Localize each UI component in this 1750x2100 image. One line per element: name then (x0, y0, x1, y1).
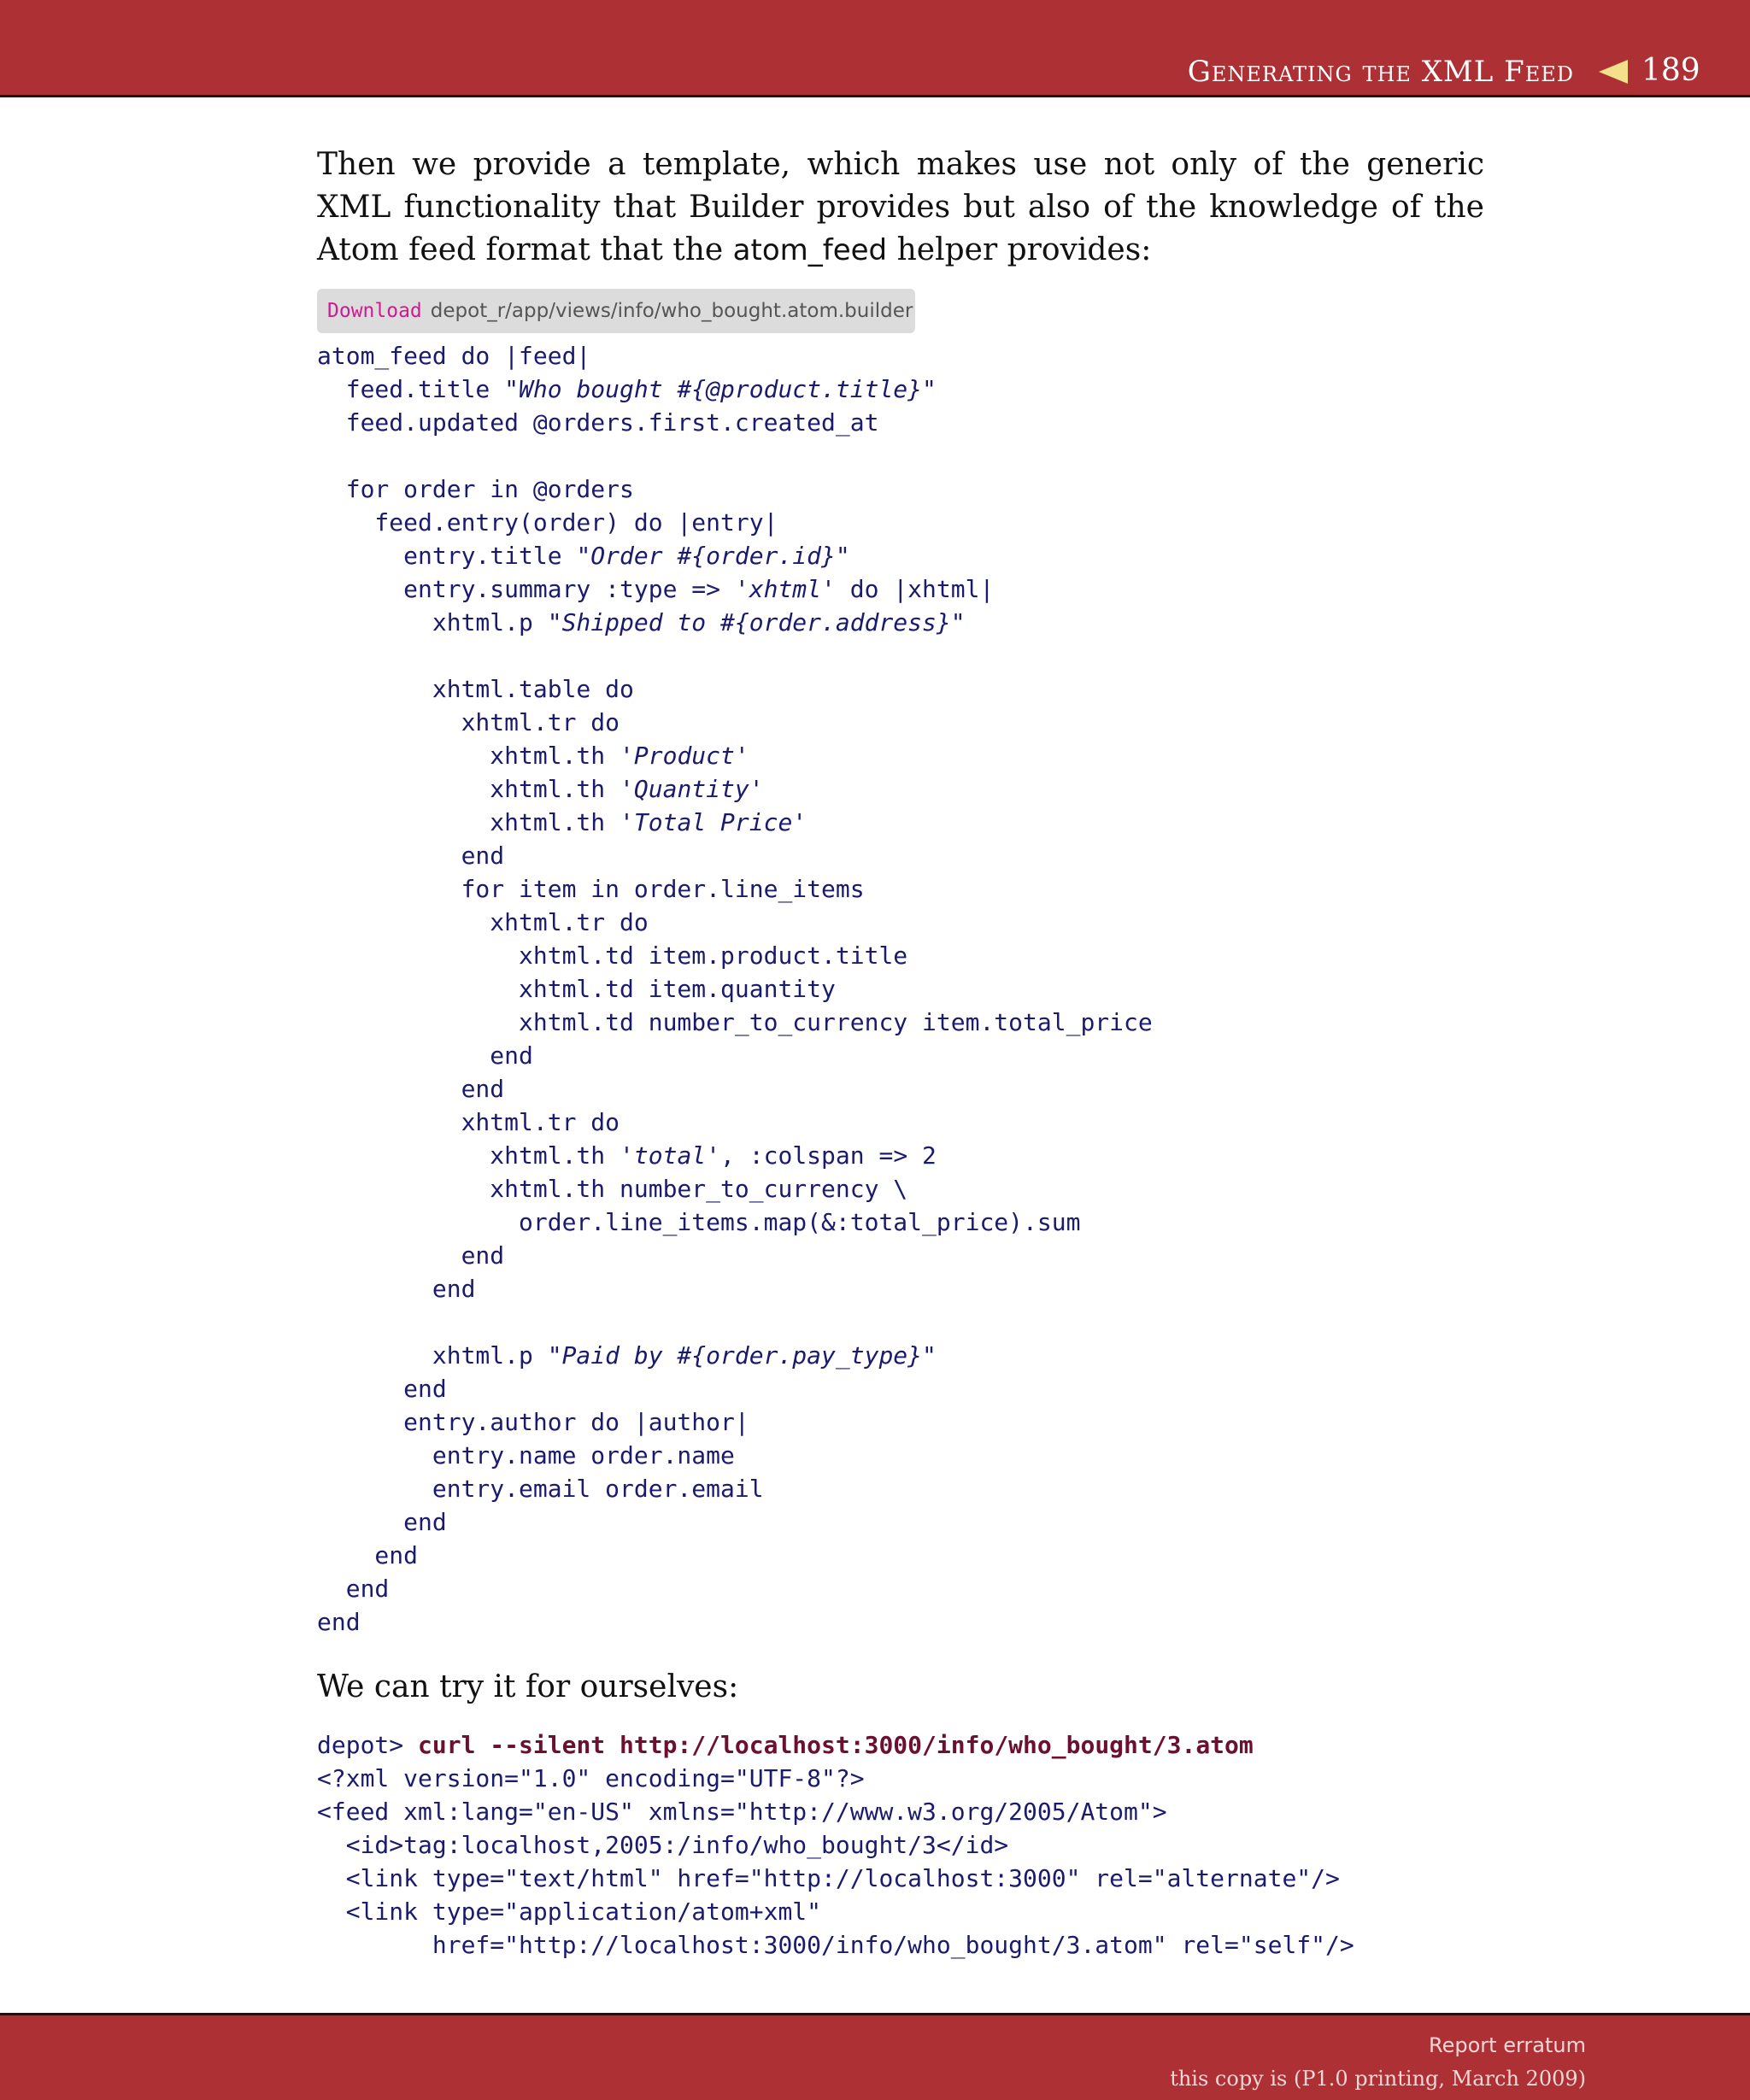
code-text: end (317, 1375, 447, 1403)
code-line (317, 375, 937, 403)
code-text: xhtml.tr do (317, 708, 620, 736)
code-line (317, 1475, 764, 1503)
terminal-output-line: href="http://localhost:3000/info/who_bought/3.atom" rel="self"/> (317, 1931, 1354, 1959)
code-string: 'Quantity' (620, 775, 764, 803)
code-line (317, 775, 764, 803)
download-path: depot_r/app/views/info/who_bought.atom.builder (430, 300, 913, 322)
code-line (317, 408, 878, 437)
code-line (317, 1075, 504, 1103)
code-text: entry.title (317, 542, 577, 570)
intro-text-after: helper provides: (887, 232, 1152, 267)
code-string: "Paid by #{order.pay_type}" (547, 1341, 937, 1370)
code-text: xhtml.td item.quantity (317, 975, 836, 1003)
code-text: do |xhtml| (835, 575, 995, 603)
code-line (317, 842, 504, 870)
code-line (317, 941, 907, 970)
code-text: xhtml.th (317, 742, 620, 770)
code-text: entry.email order.email (317, 1475, 764, 1503)
code-line (317, 1375, 447, 1403)
terminal-prompt: depot> (317, 1731, 419, 1759)
code-string: 'Total Price' (620, 808, 807, 836)
code-text: xhtml.td item.product.title (317, 941, 908, 970)
terminal-output-line: <feed xml:lang="en-US" xmlns="http://www.w3.org/2005/Atom"> (317, 1798, 1167, 1826)
code-line (317, 875, 865, 903)
code-line (317, 742, 749, 770)
report-erratum-link[interactable]: Report erratum (1429, 2033, 1586, 2057)
page-footer (0, 2013, 1750, 2100)
code-line (317, 508, 778, 537)
terminal-command: curl --silent http://localhost:3000/info/who_bought/3.atom (418, 1731, 1254, 1759)
code-line (317, 1041, 533, 1070)
code-string: 'total' (620, 1141, 721, 1170)
code-text: xhtml.td number_to_currency item.total_price (317, 1008, 1153, 1036)
code-line (317, 808, 807, 836)
code-text: feed.updated @orders.first.created_at (317, 408, 879, 437)
code-line (317, 1575, 389, 1603)
code-line (317, 1608, 361, 1636)
code-line (317, 1508, 447, 1536)
terminal-output (317, 1728, 1354, 1962)
copy-notice: this copy is (P1.0 printing, March 2009) (1170, 2067, 1586, 2091)
helper-name: atom_feed (732, 233, 888, 267)
code-text: xhtml.tr do (317, 908, 649, 936)
code-string: "Shipped to #{order.address}" (547, 608, 966, 636)
code-text: xhtml.th (317, 1141, 620, 1170)
code-line (317, 1175, 907, 1203)
code-text: entry.summary :type => (317, 575, 735, 603)
code-text: end (317, 1608, 361, 1636)
intro-text-before: Then we provide a template, which makes use not only of the generic XML functionality that Builder provides but also of the knowledge of the Atom feed format that the (317, 147, 1484, 267)
page-header (0, 0, 1750, 97)
code-text: xhtml.tr do (317, 1108, 620, 1136)
code-text: end (317, 1575, 390, 1603)
code-line (317, 1108, 620, 1136)
code-line (317, 542, 850, 570)
code-line (317, 342, 590, 370)
code-line (317, 975, 836, 1003)
download-label[interactable]: Download (327, 300, 422, 322)
code-line (317, 675, 634, 703)
intro-paragraph (317, 144, 1484, 272)
code-text: end (317, 1075, 505, 1103)
code-line (317, 1275, 475, 1303)
code-text: xhtml.table do (317, 675, 634, 703)
back-arrow-icon[interactable] (1599, 60, 1628, 84)
code-text: end (317, 1241, 505, 1270)
code-line (317, 575, 994, 603)
code-text: xhtml.th number_to_currency \ (317, 1175, 908, 1203)
code-line (317, 1008, 1153, 1036)
code-line (317, 1408, 749, 1436)
page-number: 189 (1641, 53, 1700, 88)
code-text: xhtml.p (317, 608, 548, 636)
code-line (317, 708, 620, 736)
code-text: xhtml.th (317, 808, 620, 836)
chapter-section-title: Generating the XML Feed (1187, 55, 1574, 89)
download-tab[interactable] (317, 289, 915, 333)
code-text: entry.name order.name (317, 1441, 735, 1469)
code-string: 'xhtml' (734, 575, 836, 603)
code-line (317, 608, 966, 636)
code-line (317, 1241, 504, 1270)
code-text: end (317, 1041, 533, 1070)
code-text: xhtml.p (317, 1341, 548, 1370)
code-line (317, 475, 634, 503)
terminal-output-line: <?xml version="1.0" encoding="UTF-8"?> (317, 1764, 865, 1792)
code-line (317, 1441, 735, 1469)
code-text: feed.entry(order) do |entry| (317, 508, 778, 537)
code-text: for item in order.line_items (317, 875, 865, 903)
code-text: end (317, 1508, 447, 1536)
code-text: entry.author do |author| (317, 1408, 749, 1436)
code-text: , :colspan => 2 (720, 1141, 937, 1170)
code-line (317, 1541, 418, 1569)
code-line (317, 1341, 937, 1370)
code-text: end (317, 842, 505, 870)
code-text: end (317, 1275, 476, 1303)
terminal-output-line: <id>tag:localhost,2005:/info/who_bought/3</id> (317, 1831, 1009, 1859)
code-string: "Order #{order.id}" (576, 542, 850, 570)
code-text: for order in @orders (317, 475, 634, 503)
try-paragraph: We can try it for ourselves: (317, 1669, 739, 1704)
code-text: end (317, 1541, 419, 1569)
code-string: "Who bought #{@product.title}" (504, 375, 937, 403)
code-line (317, 908, 649, 936)
code-listing (317, 339, 1153, 1639)
code-string: 'Product' (620, 742, 749, 770)
code-line (317, 1141, 937, 1170)
terminal-output-line: <link type="text/html" href="http://localhost:3000" rel="alternate"/> (317, 1864, 1340, 1892)
code-text: xhtml.th (317, 775, 620, 803)
code-text: atom_feed do |feed| (317, 342, 591, 370)
code-text: feed.title (317, 375, 505, 403)
code-line (317, 1208, 1080, 1236)
code-text: order.line_items.map(&:total_price).sum (317, 1208, 1081, 1236)
terminal-output-line: <link type="application/atom+xml" (317, 1898, 822, 1926)
